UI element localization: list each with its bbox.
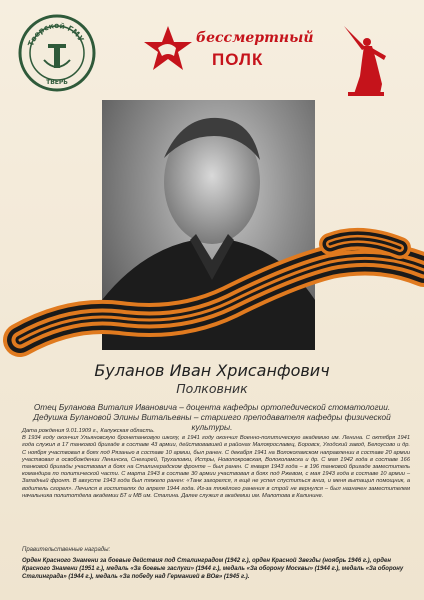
relatives-line-grandfather: Дедушка Булановой Элины Витальевны – старшего преподавателя кафедры физической культуры.	[33, 412, 391, 432]
logo-text-line1: бессмертный	[196, 30, 314, 46]
awards-list: Орден Красного Знамени за боевые действия под Сталинградом (1942 г.), орден Красной Звезды (ноябрь 1946 г.), орден Красного Знамени (1951 г.), медаль «За боевые заслуги» (1944 г.), медаль «За оборону Москвы» (1944 г.), медаль «За оборону Сталинграда» (1944 г.), медаль «За победу над Германией в ВОв» (1945 г.).	[22, 558, 404, 580]
header	[0, 0, 424, 100]
relatives-line-father: Отец Буланова Виталия Ивановича – доцента кафедры ортопедической стоматологии.	[33, 402, 391, 412]
biography-text: В 1934 году окончил Ульяновскую бронетанковую школу, в 1941 году окончил Военно-политическую академию им. Ленина. С октября 1941 года служил в 17 танковой бригаде в составе 43 армии, действовавшей в районах Малоярославец, Боровск, Угодский завод, Белоусово и др. С ноября участвовал в боях под Рязанью в составе 10 армии, был ранен. С декабря 1941 на Волоколамском направлении в составе 20 армии участвовал в освобождении Ленинска, Снегирей, Трухаловки, Истры, Новопокровская, Волоколамска и др. С мая 1942 года в составе 166 танковой бригады участвовал в боях на Сталинградском фронте – был ранен. С января 1943 года – в 196 танковой бригаде заместитель командира по политической части. С марта 1943 в составе 30 армии участвовал в боях под Ржевом, с мая 1943 года в составе 10 армии – Западный фронт. В августе 1943 года был тяжело ранен: «Танк загорелся, я ещё не успел спуститься вниз, и меня вытащил помощник, а водитель сгорел». Лечился в госпиталях до апреля 1944 года. Из-за тяжёлого ранения в строй не вернулся – был назначен заместителем начальника политотдела академии БТ и МВ им. Сталина. Далее служил в академии им. Малотова в Калинине.	[22, 435, 410, 499]
biography	[22, 428, 410, 500]
st-george-ribbon-icon	[0, 222, 424, 362]
motherland-monument-icon	[336, 12, 392, 98]
person-rank: Полковник	[176, 381, 248, 396]
awards-title: Правительственные награды:	[22, 547, 111, 553]
seal-text-bottom: ТВЕРЬ	[46, 79, 68, 86]
logo-text-line2: ПОЛК	[212, 50, 264, 69]
person-name: Буланов Иван Хрисанфович	[94, 361, 330, 380]
university-seal-icon	[18, 14, 96, 92]
seal-text-top: Тверской ГМУ	[26, 20, 86, 48]
birth-date: Дата рождения 9.01.1909 г., Калужская область.	[22, 428, 155, 434]
